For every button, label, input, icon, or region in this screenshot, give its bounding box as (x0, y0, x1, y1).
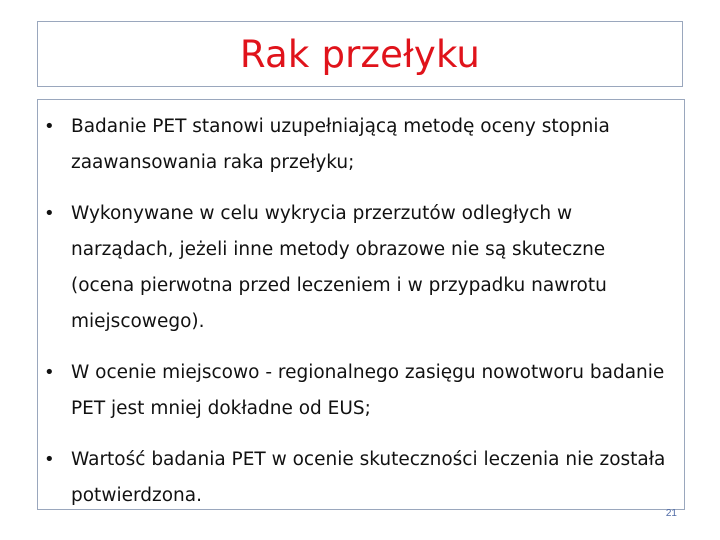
bullet-icon: • (44, 203, 55, 224)
bullet-text: Wykonywane w celu wykrycia przerzutów odległych w narządach, jeżeli inne metody obrazowe nie są skuteczne (ocena pierwotna przed leczeniem i w przypadku nawrotu miejscowego). (71, 203, 607, 332)
slide-title: Rak przełyku (239, 32, 481, 76)
page-number: 21 (665, 508, 677, 519)
bullet-list (38, 109, 684, 529)
bullet-item (38, 442, 684, 514)
bullet-icon: • (44, 116, 55, 137)
bullet-item (38, 355, 684, 427)
bullet-icon: • (44, 362, 55, 383)
bullet-text: Badanie PET stanowi uzupełniającą metodę oceny stopnia zaawansowania raka przełyku; (71, 116, 610, 173)
bullet-text: Wartość badania PET w ocenie skuteczności leczenia nie została potwierdzona. (71, 449, 666, 506)
bullet-item (38, 196, 684, 340)
bullet-text: W ocenie miejscowo - regionalnego zasięgu nowotworu badanie PET jest mniej dokładne od EUS; (71, 362, 665, 419)
title-box (37, 21, 683, 87)
bullet-item (38, 109, 684, 181)
content-box (37, 99, 685, 510)
bullet-icon: • (44, 449, 55, 470)
